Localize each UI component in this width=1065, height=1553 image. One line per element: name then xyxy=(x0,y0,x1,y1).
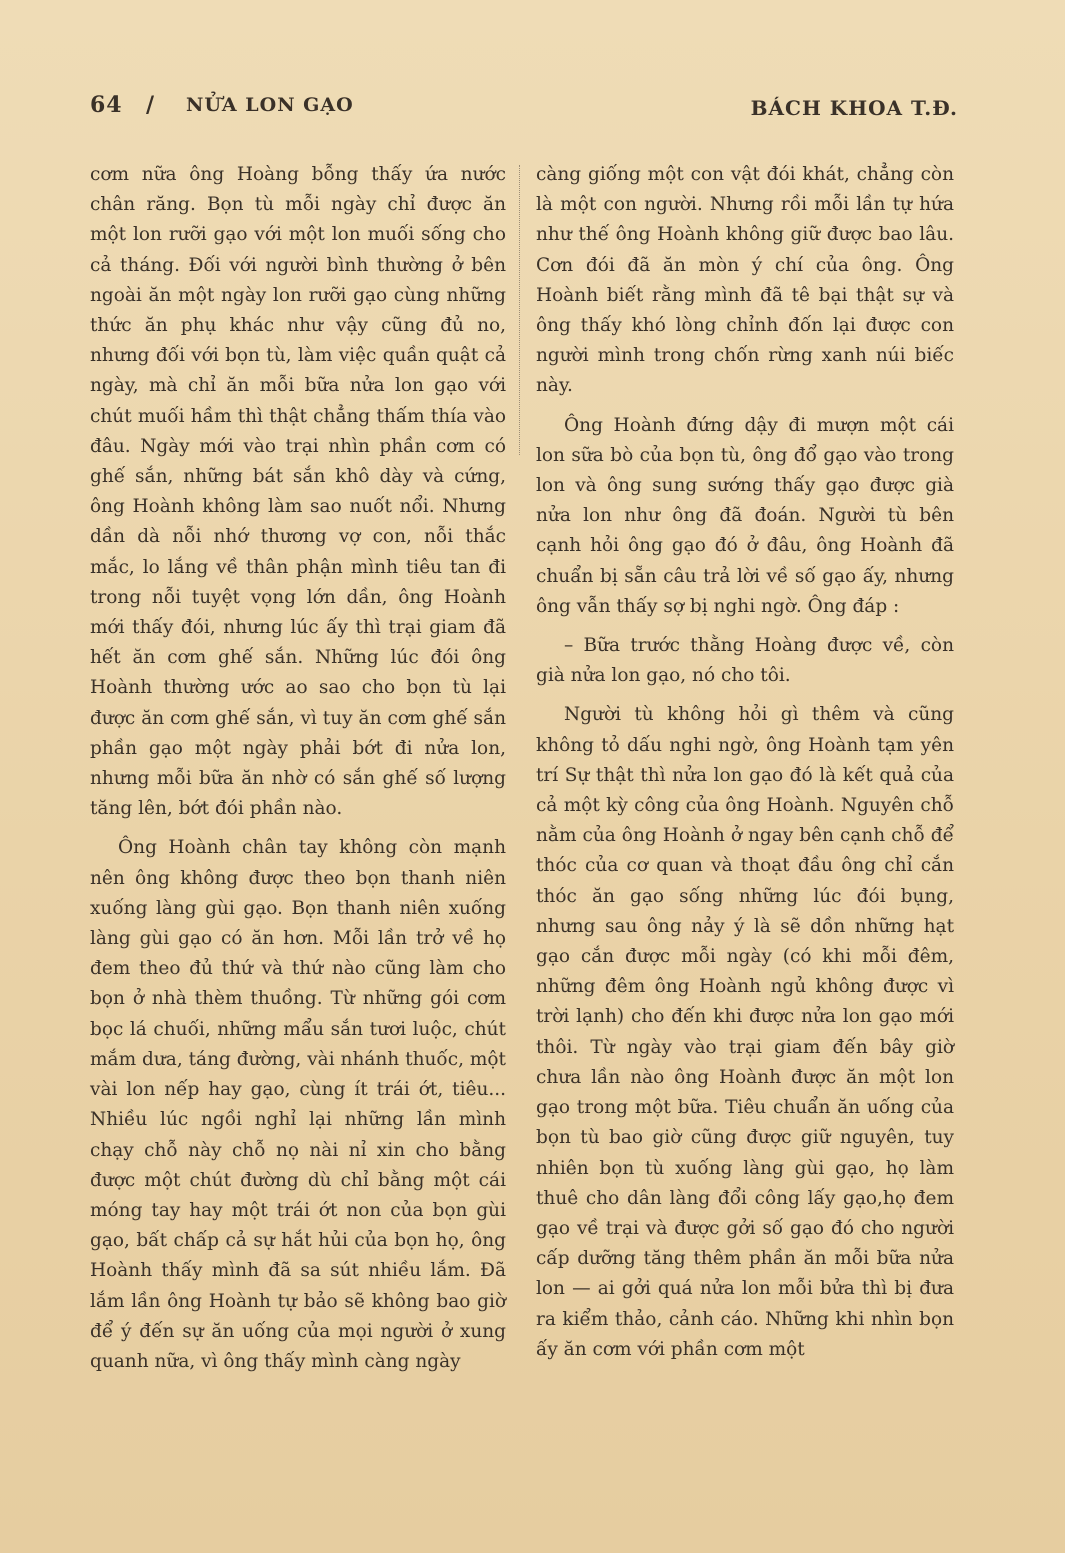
paragraph: Người tù không hỏi gì thêm và cũng không tỏ dấu nghi ngờ, ông Hoành tạm yên trí Sự thật thì nửa lon gạo đó là kết quả của cả một kỳ công của ông Hoành. Nguyên chỗ nằm của ông Hoành ở ngay bên cạnh chỗ để thóc của cơ quan và thoạt đầu ông chỉ cắn thóc ăn gạo sống những lúc đói bụng, nhưng sau ông nảy ý là sẽ dồn những hạt gạo cắn được mỗi ngày (có khi mỗi đêm, những đêm ông Hoành ngủ không được vì trời lạnh) cho đến khi được nửa lon gạo mới thôi. Từ ngày vào trại giam đến bây giờ chưa lần nào ông Hoành được ăn một lon gạo trong một bữa. Tiêu chuẩn ăn uống của bọn tù bao giờ cũng được giữ nguyên, tuy nhiên bọn tù xuống làng gùi gạo, họ làm thuê cho dân làng đổi công lấy gạo,họ đem gạo về trại và được gởi số gạo đó cho người cấp dưỡng tăng thêm phần ăn mỗi bữa nửa lon — ai gởi quá nửa lon mỗi bửa thì bị đưa ra kiểm thảo, cảnh cáo. Những khi nhìn bọn ấy ăn cơm với phần cơm một xyxy=(536,704,954,1360)
left-column xyxy=(90,160,506,1377)
paragraph: Ông Hoành đứng dậy đi mượn một cái lon sữa bò của bọn tù, ông đổ gạo vào trong lon và ông sung sướng thấy gạo được già nửa lon như ông đã đoán. Người tù bên cạnh hỏi ông gạo đó ở đâu, ông Hoành đã chuẩn bị sẵn câu trả lời về số gạo ấy, nhưng ông vẫn thấy sợ bị nghi ngờ. Ông đáp : xyxy=(536,414,954,617)
paragraph: cơm nữa ông Hoàng bỗng thấy ứa nước chân răng. Bọn tù mỗi ngày chỉ được ăn một lon rưỡi gạo với một lon muối sống cho cả tháng. Đối với người bình thường ở bên ngoài ăn một ngày lon rưỡi gạo cùng những thức ăn phụ khác như vậy cũng đủ no, nhưng đối với bọn tù, làm việc quần quật cả ngày, mà chỉ ăn mỗi bữa nửa lon gạo với chút muối hầm thì thật chẳng thấm thía vào đâu. Ngày mới vào trại nhìn phần cơm có ghế sắn, những bát sắn khô dày và cứng, ông Hoành không làm sao nuốt nổi. Nhưng dần dà nỗi nhớ thương vợ con, nỗi thắc mắc, lo lắng về thân phận mình tiêu tan đi trong nỗi tuyệt vọng lớn dần, ông Hoành mới thấy đói, nhưng lúc ấy thì trại giam đã hết ăn cơm ghế sắn. Những lúc đói ông Hoành thường ước ao sao cho bọn tù lại được ăn cơm ghế sắn, vì tuy ăn cơm ghế sắn phần gạo một ngày phải bớt đi nửa lon, nhưng mỗi bữa ăn nhờ có sắn ghế số lượng tăng lên, bớt đói phần nào. xyxy=(90,164,506,820)
running-title: NỬA LON GẠO xyxy=(186,94,354,116)
header-separator: / xyxy=(146,92,155,118)
journal-name: BÁCH KHOA T.Đ. xyxy=(750,96,958,120)
paragraph: Ông Hoành chân tay không còn mạnh nên ông không được theo bọn thanh niên xuống làng gùi gạo. Bọn thanh niên xuống làng gùi gạo có ăn hơn. Mỗi lần trở về họ đem theo đủ thứ và thứ nào cũng làm cho bọn ở nhà thèm thuồng. Từ những gói cơm bọc lá chuối, những mẩu sắn tươi luộc, chút mắm dưa, táng đường, vài nhánh thuốc, một vài lon nếp hay gạo, cùng ít trái ớt, tiêu... Nhiều lúc ngồi nghỉ lại những lần mình chạy chỗ này chỗ nọ nài nỉ xin cho bằng được một chút đường dù chỉ bằng một cái móng tay hay một trái ớt non của bọn gùi gạo, bất chấp cả sự hắt hủi của bọn họ, ông Hoành thấy mình đã sa sút nhiều lắm. Đã lắm lần ông Hoành tự bảo sẽ không bao giờ để ý đến sự ăn uống của mọi người ở xung quanh nữa, vì ông thấy mình càng ngày xyxy=(90,837,506,1372)
page-number: 64 xyxy=(90,92,123,118)
dialogue-line: – Bữa trước thằng Hoàng được về, còn già nửa lon gạo, nó cho tôi. xyxy=(536,635,954,687)
paragraph: càng giống một con vật đói khát, chẳng còn là một con người. Nhưng rồi mỗi lần tự hứa như thế ông Hoành không giữ được bao lâu. Cơn đói đã ăn mòn ý chí của ông. Ông Hoành biết rằng mình đã tê bại thật sự và ông thấy khó lòng chỉnh đốn lại được con người mình trong chốn rừng xanh núi biếc này. xyxy=(536,164,954,397)
right-column xyxy=(536,160,954,1365)
page-header xyxy=(90,92,958,124)
column-divider xyxy=(519,165,521,455)
